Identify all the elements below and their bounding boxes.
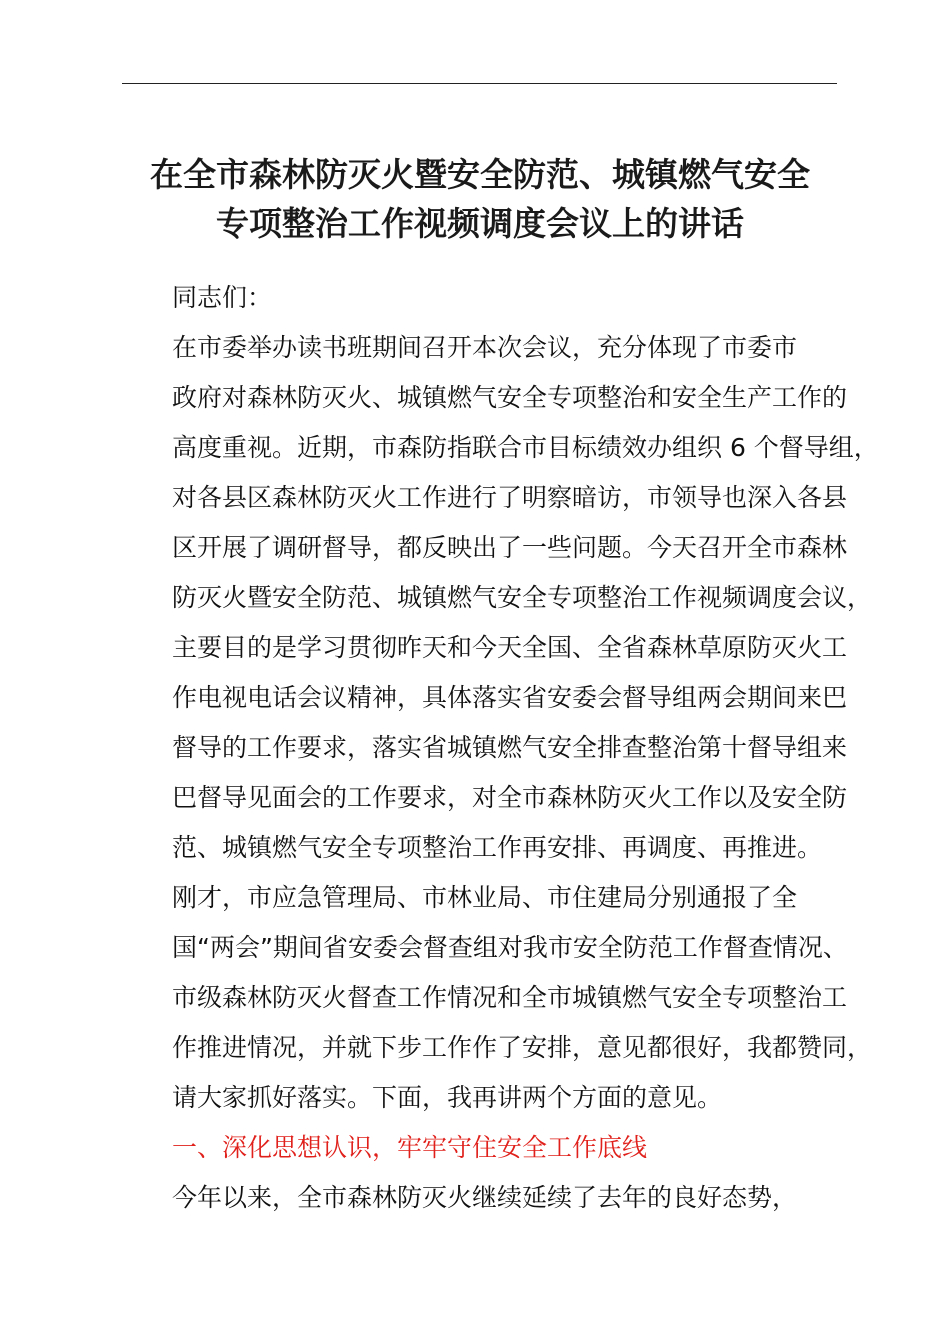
paragraph-line: 政府对森林防灭火、城镇燃气安全专项整治和安全生产工作的: [172, 383, 848, 412]
paragraph-line: 今年以来，全市森林防灭火继续延续了去年的良好态势，: [172, 1183, 798, 1212]
paragraph-line: 作电视电话会议精神，具体落实省安委会督导组两会期间来巴: [172, 683, 848, 712]
paragraph-3: [122, 1173, 862, 1223]
document-title: [100, 150, 860, 248]
paragraph-line: 作推进情况，并就下步工作作了安排，意见都很好，我都赞同，: [172, 1033, 873, 1062]
paragraph-line: 范、城镇燃气安全专项整治工作再安排、再调度、再推进。: [172, 833, 823, 862]
paragraph-line: 高度重视。近期，市森防指联合市目标绩效办组织 6 个督导组，: [172, 433, 879, 462]
salutation: 同志们：: [172, 283, 273, 312]
document-body: [122, 273, 879, 1223]
paragraph-line: 主要目的是学习贯彻昨天和今天全国、全省森林草原防灭火工: [172, 633, 848, 662]
paragraph-line: 巴督导见面会的工作要求，对全市森林防灭火工作以及安全防: [172, 783, 848, 812]
header-rule: [122, 83, 837, 84]
paragraph-line: 市级森林防灭火督查工作情况和全市城镇燃气安全专项整治工: [172, 983, 848, 1012]
paragraph-line: 对各县区森林防灭火工作进行了明察暗访，市领导也深入各县: [172, 483, 848, 512]
paragraph-line: 督导的工作要求，落实省城镇燃气安全排查整治第十督导组来: [172, 733, 848, 762]
section-heading-1: 一、深化思想认识，牢牢守住安全工作底线: [172, 1133, 648, 1162]
title-line-1: 在全市森林防灭火暨安全防范、城镇燃气安全: [150, 155, 810, 194]
paragraph-1: [122, 323, 879, 873]
paragraph-line: 防灭火暨安全防范、城镇燃气安全专项整治工作视频调度会议，: [172, 583, 873, 612]
paragraph-line: 区开展了调研督导，都反映出了一些问题。今天召开全市森林: [172, 533, 848, 562]
title-line-2: 专项整治工作视频调度会议上的讲话: [216, 204, 744, 243]
paragraph-line: 刚才，市应急管理局、市林业局、市住建局分别通报了全: [172, 883, 798, 912]
paragraph-line: 请大家抓好落实。下面，我再讲两个方面的意见。: [172, 1083, 723, 1112]
paragraph-line: 在市委举办读书班期间召开本次会议，充分体现了市委市: [172, 333, 798, 362]
paragraph-line: 国“两会”期间省安委会督查组对我市安全防范工作督查情况、: [172, 933, 848, 962]
paragraph-2: [122, 873, 873, 1123]
